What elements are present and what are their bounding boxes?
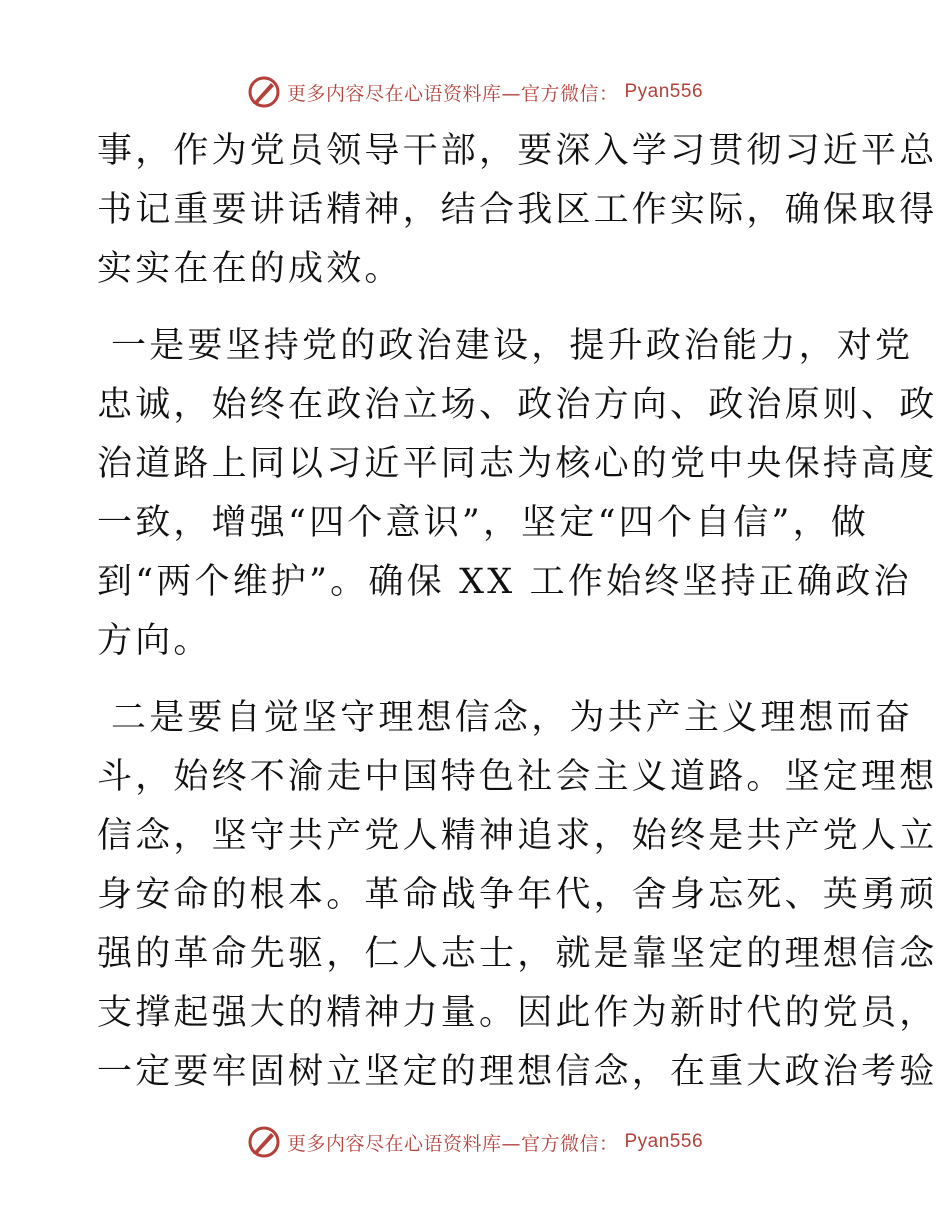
watermark-text: 更多内容尽在心语资料库—官方微信： — [286, 82, 619, 105]
paragraph — [97, 317, 938, 671]
paragraph — [97, 689, 938, 1102]
paragraph — [97, 122, 938, 299]
quill-logo-icon — [247, 75, 281, 109]
text-line: 一定要牢固树立坚定的理想信念，在重大政治考验 — [97, 1052, 938, 1092]
text-line: 忠诚，始终在政治立场、政治方向、政治原则、政 — [97, 385, 938, 425]
watermark-wechat-id: Pyan556 — [624, 81, 704, 102]
text-line: 斗，始终不渝走中国特色社会主义道路。坚定理想 — [97, 757, 938, 797]
document-body — [97, 122, 938, 1102]
text-line: 一致，增强“四个意识”，坚定“四个自信”，做 — [97, 503, 869, 543]
text-line: 方向。 — [97, 621, 212, 661]
text-line: 实实在在的成效。 — [97, 249, 403, 289]
text-line: 信念，坚守共产党人精神追求，始终是共产党人立 — [97, 816, 938, 856]
text-line: 书记重要讲话精神，结合我区工作实际，确保取得 — [97, 190, 938, 230]
text-line: 一是要坚持党的政治建设，提升政治能力，对党 — [111, 326, 914, 366]
footer-watermark — [0, 1122, 950, 1162]
text-line: 二是要自觉坚守理想信念，为共产主义理想而奋 — [111, 698, 914, 738]
text-line: 强的革命先驱，仁人志士，就是靠坚定的理想信念 — [97, 934, 938, 974]
text-line: 事，作为党员领导干部，要深入学习贯彻习近平总 — [97, 131, 938, 171]
watermark-wechat-id: Pyan556 — [624, 1131, 704, 1152]
text-line: 治道路上同以习近平同志为核心的党中央保持高度 — [97, 444, 938, 484]
header-watermark — [0, 72, 950, 112]
text-line: 支撑起强大的精神力量。因此作为新时代的党员， — [97, 993, 938, 1033]
text-line: 身安命的根本。革命战争年代，舍身忘死、英勇顽 — [97, 875, 938, 915]
text-line: 到“两个维护”。确保 XX 工作始终坚持正确政治 — [97, 562, 912, 602]
watermark-text: 更多内容尽在心语资料库—官方微信： — [286, 1132, 619, 1155]
quill-logo-icon — [247, 1125, 281, 1159]
